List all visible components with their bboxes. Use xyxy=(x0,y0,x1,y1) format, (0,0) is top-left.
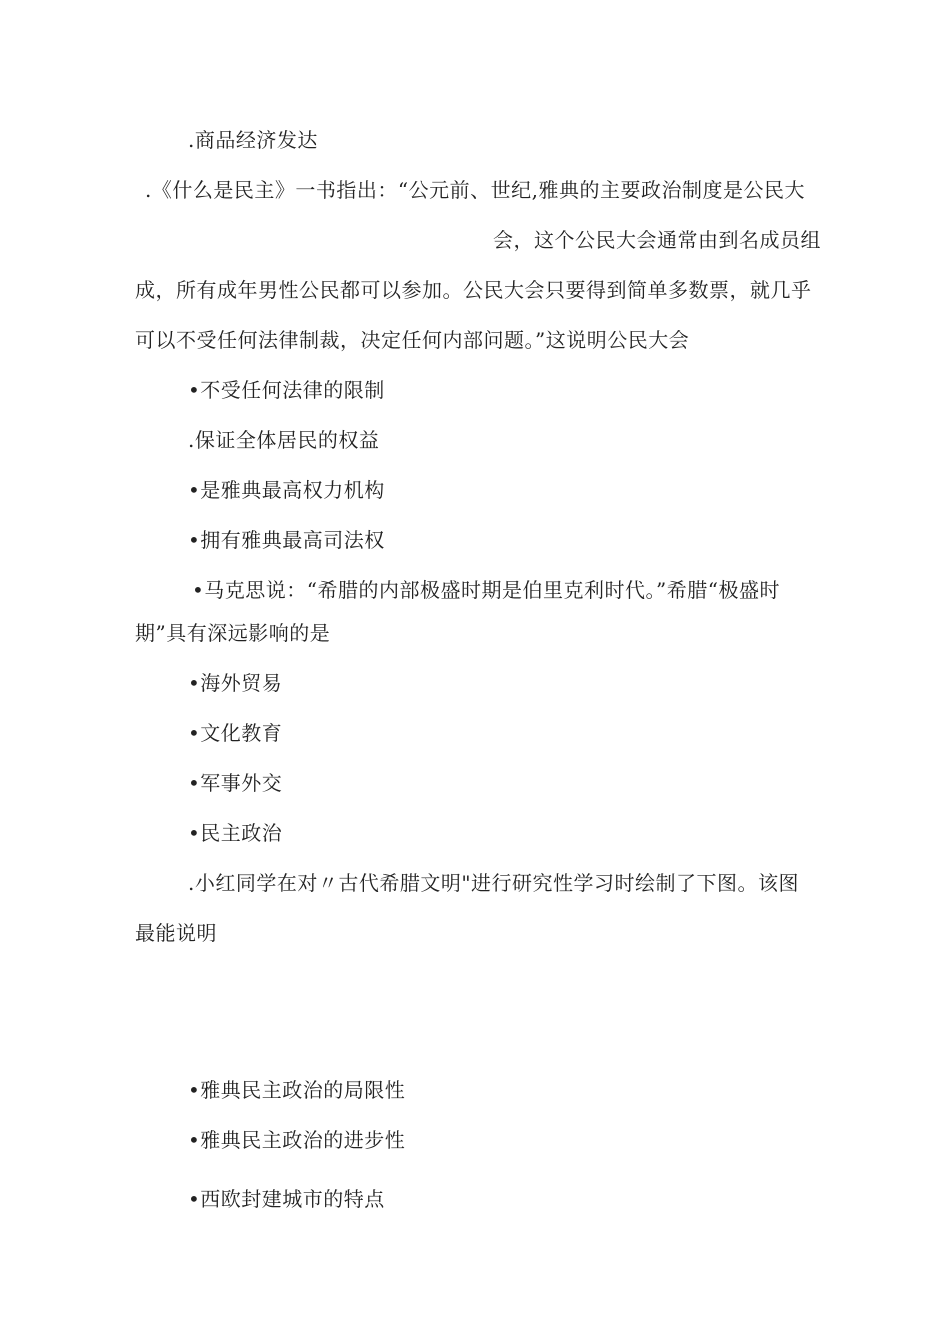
option-text: •民主政治 xyxy=(188,821,283,845)
option-text: .商品经济发达 xyxy=(188,128,318,152)
question-text: 会，这个公民大会通常由到名成员组 xyxy=(493,228,821,252)
question-text: •马克思说：“希腊的内部极盛时期是伯里克利时代。”希腊“极盛时 xyxy=(192,578,780,602)
question-text: .《什么是民主》一书指出：“公元前、世纪,雅典的主要政治制度是公民大 xyxy=(145,178,805,202)
option-text: •军事外交 xyxy=(188,771,283,795)
question-text: 期”具有深远影响的是 xyxy=(135,621,331,645)
option-text: .保证全体居民的权益 xyxy=(188,428,380,452)
figure-placeholder xyxy=(135,960,815,1060)
question-text: .小红同学在对〃古代希腊文明"进行研究性学习时绘制了下图。该图 xyxy=(188,871,800,895)
question-text: 可以不受任何法律制裁，决定任何内部问题。”这说明公民大会 xyxy=(135,328,690,352)
question-text: 最能说明 xyxy=(135,921,217,945)
option-text: •是雅典最高权力机构 xyxy=(188,478,385,502)
option-text: •海外贸易 xyxy=(188,671,283,695)
option-text: •西欧封建城市的特点 xyxy=(188,1187,385,1211)
option-text: •拥有雅典最高司法权 xyxy=(188,528,385,552)
option-text: •雅典民主政治的进步性 xyxy=(188,1128,406,1152)
option-text: •雅典民主政治的局限性 xyxy=(188,1078,406,1102)
option-text: •文化教育 xyxy=(188,721,283,745)
question-text: 成，所有成年男性公民都可以参加。公民大会只要得到简单多数票，就几乎 xyxy=(135,278,812,302)
option-text: •不受任何法律的限制 xyxy=(188,378,385,402)
